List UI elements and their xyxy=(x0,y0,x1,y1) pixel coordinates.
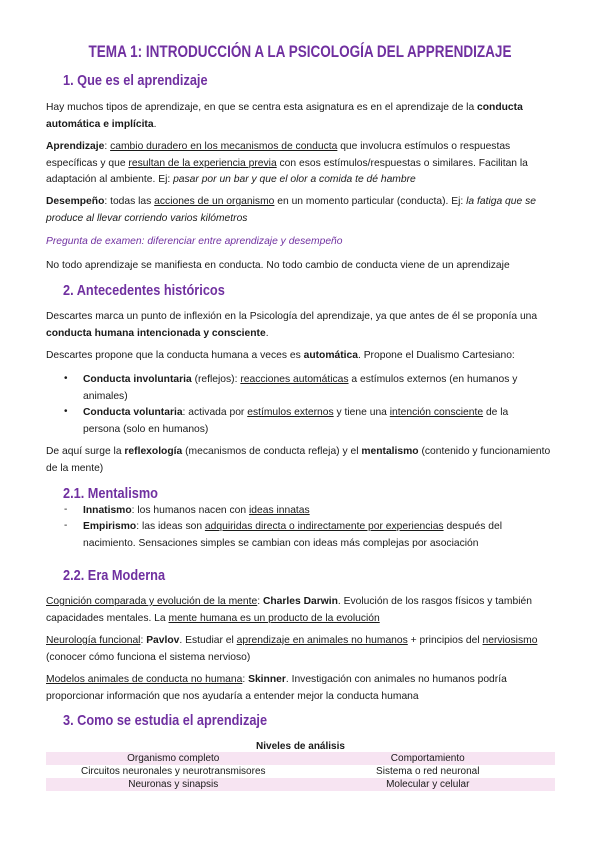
table-cell: Comportamiento xyxy=(301,752,556,765)
s1-closing-note: No todo aprendizaje se manifiesta en conducta. No todo cambio de conducta viene de un aprendizaje xyxy=(46,260,510,271)
s1-desempeno-definition xyxy=(46,194,556,227)
text: : las ideas son xyxy=(136,521,205,532)
dash-icon: - xyxy=(64,520,68,531)
text: que involucra estímulos o respuestas específicas y que xyxy=(46,141,511,169)
table-row xyxy=(46,778,555,791)
text: Descartes marca un punto de inflexión en la Psicología del aprendizaje, ya que antes de él se proponía una xyxy=(46,311,538,322)
text: (conocer cómo funciona el sistema nervioso) xyxy=(46,651,251,663)
text: después del nacimiento. Sensaciones simples se cambian con ideas más complejas por asociación xyxy=(83,521,502,549)
text: . Investigación con animales no humanos podría proporcionar información que nos ayudaría a entender mejor la conducta humana xyxy=(46,674,507,702)
underlined-text: aprendizaje en animales no humanos xyxy=(236,635,408,646)
page-title: TEMA 1: INTRODUCCIÓN A LA PSICOLOGÍA DEL APPRENDIZAJE xyxy=(88,43,512,61)
bullet-icon: • xyxy=(64,373,68,384)
underlined-text: Modelos animales de conducta no humana xyxy=(46,674,243,685)
s2-paragraph-1 xyxy=(46,309,556,342)
bold-text: conducta automática e implícita xyxy=(46,102,523,130)
s1-intro-paragraph xyxy=(46,100,556,133)
text: y tiene una xyxy=(333,407,390,418)
item-innatismo xyxy=(83,503,543,520)
bold-text: automática xyxy=(303,350,358,361)
example-text: la fatiga que se produce al llevar corriendo varios kilómetros xyxy=(46,196,536,224)
text: : los humanos nacen con xyxy=(131,505,249,516)
pavlov-paragraph xyxy=(46,633,556,666)
text: de la persona (solo en humanos) xyxy=(83,407,509,435)
text: . xyxy=(153,118,157,130)
s1-aprendizaje-definition xyxy=(46,139,556,189)
bullet-icon: • xyxy=(64,406,68,417)
underlined-text: cambio duradero en los mecanismos de conducta xyxy=(110,141,338,152)
section-2-2-heading: 2.2. Era Moderna xyxy=(63,567,166,584)
text: en un momento particular (conducta). Ej: xyxy=(274,196,467,207)
text: : xyxy=(257,596,263,607)
text: Hay muchos tipos de aprendizaje, en que se centra esta asignatura es en el aprendizaje de la xyxy=(46,102,478,113)
text: : xyxy=(104,141,111,152)
bold-text: Charles Darwin xyxy=(262,596,338,607)
underlined-text: intención consciente xyxy=(389,407,484,418)
text: (contenido y funcionamiento de la mente) xyxy=(46,446,551,474)
s2-paragraph-2 xyxy=(46,348,556,365)
term: Conducta voluntaria xyxy=(83,407,183,418)
text: De aquí surge la xyxy=(46,446,125,457)
underlined-text: estímulos externos xyxy=(247,407,334,418)
underlined-text: acciones de un organismo xyxy=(154,196,275,207)
section-1-heading: 1. Que es el aprendizaje xyxy=(63,72,208,89)
bold-text: conducta humana intencionada y consciente xyxy=(46,327,266,339)
underlined-text: reacciones automáticas xyxy=(240,374,349,385)
darwin-paragraph xyxy=(46,594,556,627)
text: : xyxy=(242,674,249,685)
term: Conducta involuntaria xyxy=(83,374,192,385)
text: . xyxy=(265,327,269,339)
table-row xyxy=(46,752,555,765)
text: (reflejos): xyxy=(191,374,241,385)
underlined-text: resultan de la experiencia previa xyxy=(128,157,277,169)
table-cell: Neuronas y sinapsis xyxy=(46,778,301,791)
text: Descartes propone que la conducta humana a veces es xyxy=(46,350,304,361)
table-title: Niveles de análisis xyxy=(256,740,345,752)
term: Innatismo xyxy=(83,505,132,516)
example-text: pasar por un bar y que el olor a comida te dé hambre xyxy=(173,174,416,185)
skinner-paragraph xyxy=(46,672,556,705)
table-cell: Organismo completo xyxy=(46,752,301,765)
text: . Evolución de los rasgos físicos y también capacidades mentales. La xyxy=(46,596,532,624)
table-cell: Molecular y celular xyxy=(301,778,556,791)
term: Desempeño xyxy=(46,196,105,207)
underlined-text: adquiridas directa o indirectamente por experiencias xyxy=(204,521,444,532)
bullet-involuntary-behavior xyxy=(83,372,543,405)
analysis-levels-table xyxy=(46,740,555,791)
text: : todas las xyxy=(104,196,155,207)
bold-text: mentalismo xyxy=(361,446,419,457)
text: + principios del xyxy=(407,635,483,646)
table-cell: Sistema o red neuronal xyxy=(376,766,480,777)
text: : activada por xyxy=(182,407,248,418)
bold-text: Pavlov xyxy=(146,635,180,646)
s2-paragraph-3 xyxy=(46,444,556,477)
text: (mecanismos de conducta refleja) y el xyxy=(182,446,362,457)
text: . Propone el Dualismo Cartesiano: xyxy=(357,350,515,361)
bold-text: reflexología xyxy=(124,446,183,457)
underlined-text: ideas innatas xyxy=(248,505,310,516)
underlined-text: nerviosismo xyxy=(482,635,538,646)
text: a estímulos externos (en humanos y animales) xyxy=(83,374,518,402)
table-row xyxy=(46,765,555,778)
text: . Estudiar el xyxy=(179,635,237,646)
section-2-heading: 2. Antecedentes históricos xyxy=(63,282,225,299)
underlined-text: mente humana es un producto de la evolución xyxy=(168,612,380,624)
text: : xyxy=(140,635,147,646)
table-cell: Circuitos neuronales y neurotransmisores xyxy=(80,766,266,777)
term: Aprendizaje xyxy=(46,141,105,152)
item-empirismo xyxy=(83,519,543,552)
bold-text: Skinner xyxy=(248,674,286,685)
underlined-text: Cognición comparada y evolución de la mente xyxy=(46,596,258,607)
underlined-text: Neurología funcional xyxy=(46,635,141,646)
exam-question-note: Pregunta de examen: diferenciar entre aprendizaje y desempeño xyxy=(46,236,343,247)
text: con esos estímulos/respuestas o similares. Facilitan la adaptación al ambiente. Ej: xyxy=(46,157,528,185)
section-3-heading: 3. Como se estudia el aprendizaje xyxy=(63,712,268,729)
section-2-1-heading: 2.1. Mentalismo xyxy=(63,485,158,502)
bullet-voluntary-behavior xyxy=(83,405,543,438)
term: Empirismo xyxy=(83,521,137,532)
dash-icon: - xyxy=(64,504,68,515)
